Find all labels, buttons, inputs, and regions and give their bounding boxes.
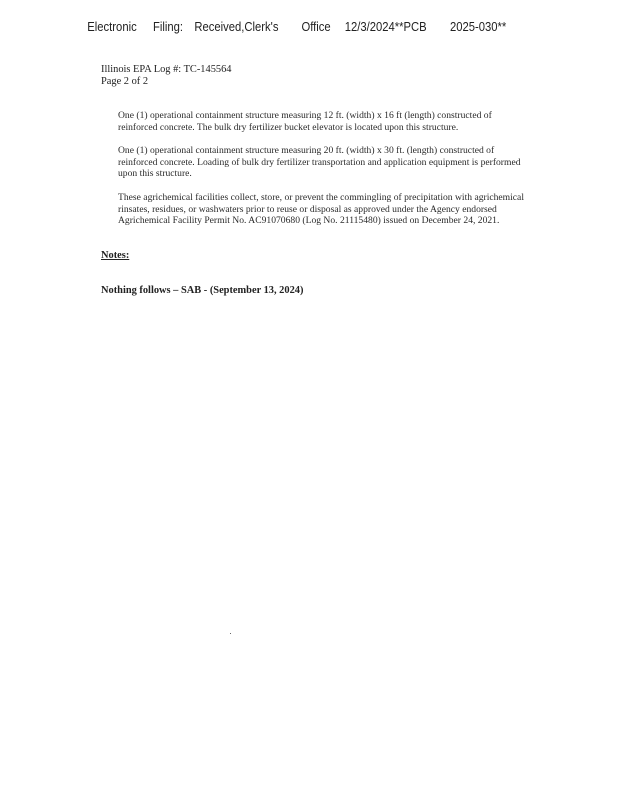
notes-heading: Notes: bbox=[101, 250, 130, 261]
paragraph-agrichemical-facilities: These agrichemical facilities collect, store, or prevent the commingling of precipitation with agrichemical rinsates, residues, or washwaters prior to reuse or disposal as approved under the Agency endorsed Agrichemical Facility Permit No. AC91070680 (Log No. 21115480) issued on December 24, 2021. bbox=[118, 192, 524, 227]
stamp-filing-date-pcb: 12/3/2024**PCB bbox=[344, 20, 427, 34]
stamp-word-electronic: Electronic bbox=[87, 20, 137, 34]
stamp-word-received-clerks: Received,Clerk's bbox=[194, 20, 279, 34]
paragraph-loading-structure: One (1) operational containment structure measuring 20 ft. (width) x 30 ft. (length) constructed of reinforced concrete. Loading of bulk dry fertilizer transportation and application equipment is performed upon this structure. bbox=[118, 145, 521, 180]
stamp-case-number: 2025-030** bbox=[450, 20, 507, 34]
stray-mark bbox=[230, 633, 231, 634]
stamp-word-filing: Filing: bbox=[153, 20, 184, 34]
paragraph-bucket-elevator-structure: One (1) operational containment structure measuring 12 ft. (width) x 16 ft (length) constructed of reinforced concrete. The bulk dry fertilizer bucket elevator is located upon this structure. bbox=[118, 110, 492, 133]
closing-statement: Nothing follows – SAB - (September 13, 2024) bbox=[101, 285, 304, 296]
page-number: Page 2 of 2 bbox=[101, 75, 149, 87]
epa-log-number: Illinois EPA Log #: TC-145564 bbox=[101, 64, 232, 75]
stamp-word-office: Office bbox=[301, 20, 331, 34]
document-header bbox=[101, 64, 521, 87]
